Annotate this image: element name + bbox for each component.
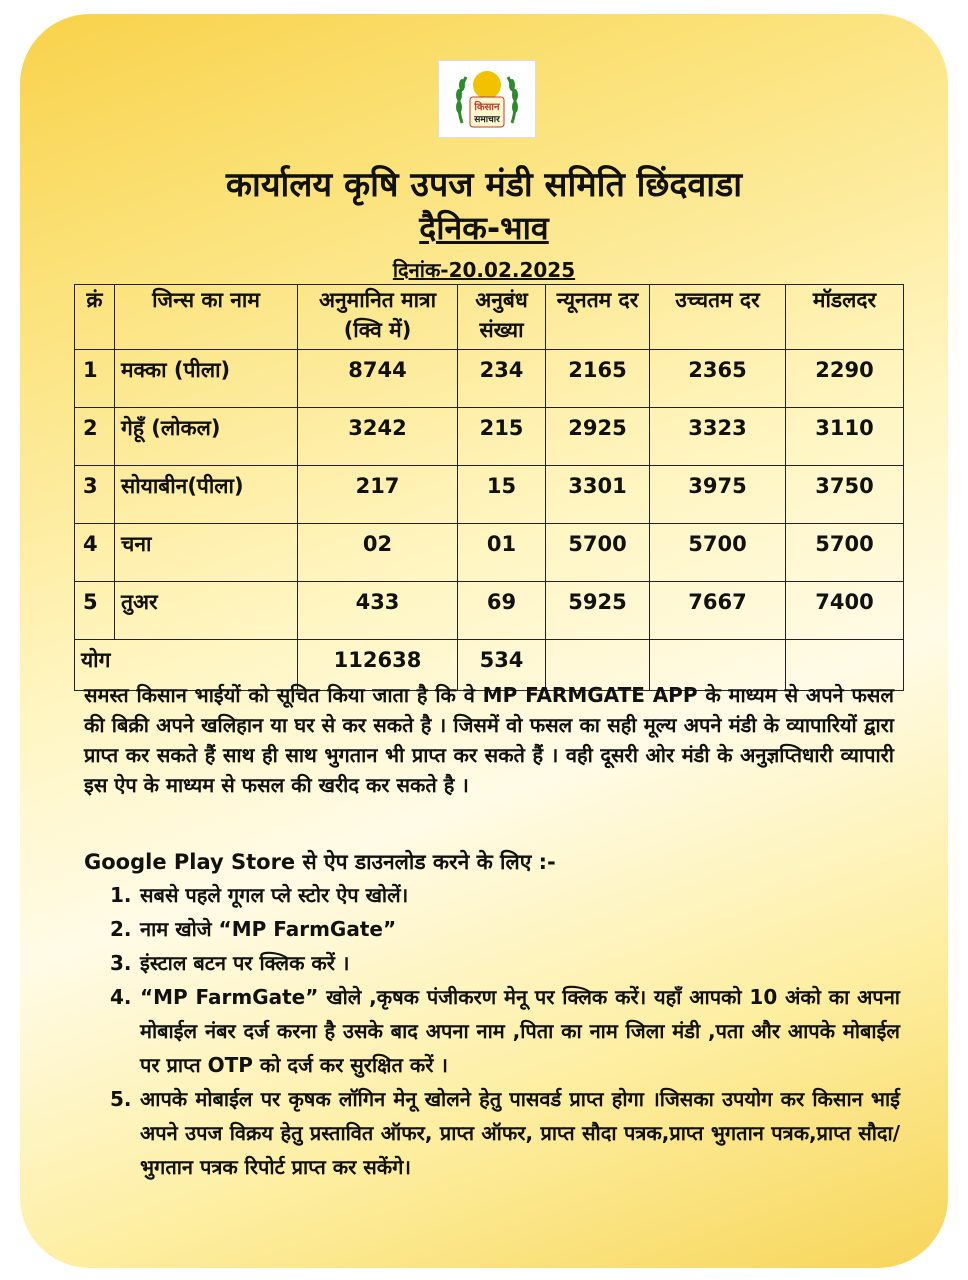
cell-commodity: मक्का (पीला): [115, 350, 298, 408]
step-text: इंस्टाल बटन पर क्लिक करें ।: [140, 951, 350, 975]
step-text: सबसे पहले गूगल प्ले स्टोर ऐप खोलें।: [140, 883, 409, 907]
cell-max-rate: 7667: [650, 582, 786, 640]
table-header-row: [75, 285, 904, 350]
col-header-contracts: अनुबंध संख्या: [458, 285, 546, 350]
cell-min-rate: 5700: [546, 524, 650, 582]
list-item: [110, 946, 900, 980]
col-header-modal-rate: मॉडलदर: [786, 285, 904, 350]
cell-modal-rate: 3750: [786, 466, 904, 524]
cell-contracts: 69: [458, 582, 546, 640]
total-quantity: 112638: [298, 640, 458, 691]
cell-quantity: 02: [298, 524, 458, 582]
step-number: 2.: [110, 917, 132, 941]
report-date: दिनांक-20.02.2025: [392, 258, 576, 282]
cell-max-rate: 3975: [650, 466, 786, 524]
list-item: [110, 1082, 900, 1184]
daily-rates-heading: दैनिक-भाव: [419, 209, 549, 247]
farmgate-notice: समस्त किसान भाईयों को सूचित किया जाता है कि वे MP FARMGATE APP के माध्यम से अपने फसल की बिक्री अपने खलिहान या घर से कर सकते है । जिसमें वो फसल का सही मूल्य अपने मंडी के व्यापारियों द्वारा प्राप्त कर सकते हैं साथ ही साथ भुगतान भी प्राप्त कर सकते हैं । वही दूसरी ओर मंडी के अनुज्ञप्तिधारी व्यापारी इस ऐप के माध्यम से फसल की खरीद कर सकते है ।: [84, 683, 894, 797]
cell-quantity: 217: [298, 466, 458, 524]
cell-modal-rate: 2290: [786, 350, 904, 408]
cell-max-rate: 3323: [650, 408, 786, 466]
play-store-heading: Google Play Store से ऐप डाउनलोड करने के लिए :-: [84, 850, 556, 874]
step-text: आपके मोबाईल पर कृषक लॉगिन मेनू खोलने हेतु पासवर्ड प्राप्त होगा ।जिसका उपयोग कर किसान भाई अपने उपज विक्रय हेतु प्रस्तावित ऑफर, प्राप्त ऑफर, प्राप्त सौदा पत्रक,प्राप्त भुगतान पत्रक,प्राप्त सौदा/भुगतान पत्रक रिपोर्ट प्राप्त कर सकेंगे।: [140, 1087, 900, 1179]
svg-text:समाचार: समाचार: [474, 115, 500, 125]
col-header-max-rate: उच्चतम दर: [650, 285, 786, 350]
cell-serial: 4: [75, 524, 115, 582]
list-item: [110, 980, 900, 1082]
cell-contracts: 15: [458, 466, 546, 524]
cell-min-rate: 3301: [546, 466, 650, 524]
col-header-quantity: अनुमानित मात्रा (क्वि में): [298, 285, 458, 350]
step-text: नाम खोजे “MP FarmGate”: [140, 917, 397, 941]
table-row: [75, 524, 904, 582]
cell-quantity: 433: [298, 582, 458, 640]
cell-contracts: 01: [458, 524, 546, 582]
list-item: [110, 878, 900, 912]
cell-commodity: गेहूँ (लोकल): [115, 408, 298, 466]
cell-serial: 5: [75, 582, 115, 640]
col-header-serial: क्रं: [75, 285, 115, 350]
cell-serial: 1: [75, 350, 115, 408]
step-number: 5.: [110, 1087, 132, 1111]
total-label: योग: [75, 640, 298, 691]
col-header-commodity: जिन्स का नाम: [115, 285, 298, 350]
mandi-rates-table: [74, 284, 904, 691]
cell-max-rate: 5700: [650, 524, 786, 582]
cell-min-rate: 5925: [546, 582, 650, 640]
svg-text:किसान: किसान: [474, 102, 500, 113]
table-row: [75, 466, 904, 524]
cell-commodity: तुअर: [115, 582, 298, 640]
cell-serial: 3: [75, 466, 115, 524]
table-row: [75, 582, 904, 640]
step-number: 1.: [110, 883, 132, 907]
cell-contracts: 215: [458, 408, 546, 466]
step-number: 3.: [110, 951, 132, 975]
list-item: [110, 912, 900, 946]
kisan-samachar-logo: [438, 60, 536, 138]
cell-contracts: 234: [458, 350, 546, 408]
office-title: कार्यालय कृषि उपज मंडी समिति छिंदवाडा: [225, 165, 743, 205]
cell-max-rate: 2365: [650, 350, 786, 408]
install-steps-list: [110, 878, 900, 1184]
total-contracts: 534: [458, 640, 546, 691]
step-text: “MP FarmGate” खोले ,कृषक पंजीकरण मेनू पर क्लिक करें। यहाँ आपको 10 अंको का अपना मोबाईल नंबर दर्ज करना है उसके बाद अपना नाम ,पिता का नाम जिला मंडी ,पता और आपके मोबाईल पर प्राप्त OTP को दर्ज कर सुरक्षित करें ।: [140, 985, 900, 1077]
cell-serial: 2: [75, 408, 115, 466]
step-number: 4.: [110, 985, 132, 1009]
table-row: [75, 350, 904, 408]
col-header-min-rate: न्यूनतम दर: [546, 285, 650, 350]
cell-min-rate: 2165: [546, 350, 650, 408]
table-row: [75, 408, 904, 466]
wheat-logo-icon: [442, 63, 532, 135]
cell-commodity: सोयाबीन(पीला): [115, 466, 298, 524]
cell-quantity: 3242: [298, 408, 458, 466]
cell-modal-rate: 3110: [786, 408, 904, 466]
cell-modal-rate: 5700: [786, 524, 904, 582]
cell-modal-rate: 7400: [786, 582, 904, 640]
cell-quantity: 8744: [298, 350, 458, 408]
cell-commodity: चना: [115, 524, 298, 582]
cell-min-rate: 2925: [546, 408, 650, 466]
